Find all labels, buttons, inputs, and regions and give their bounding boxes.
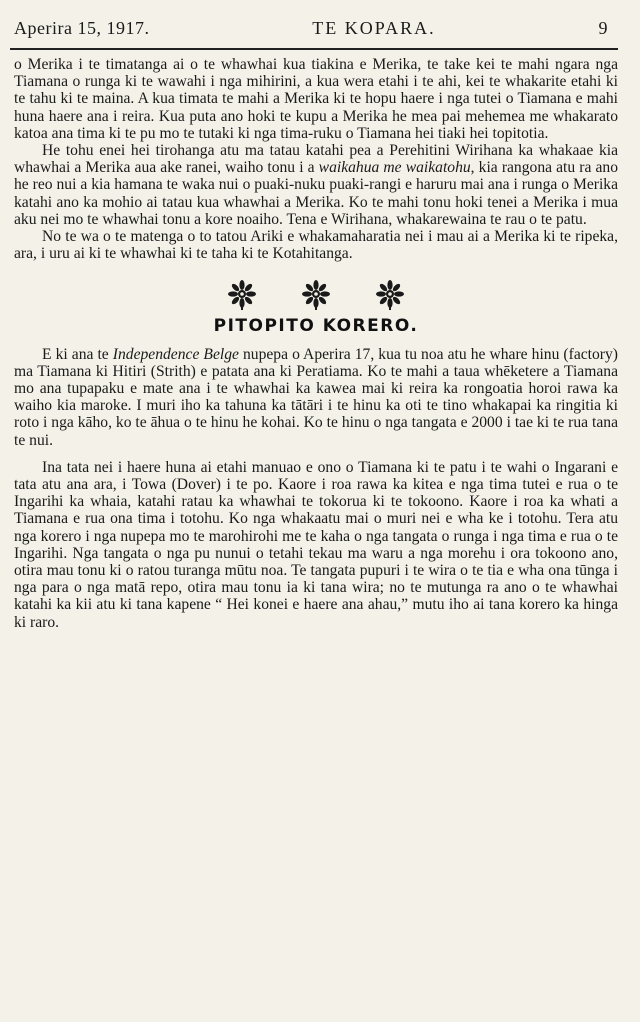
newspaper-title: TE KOPARA. — [312, 18, 436, 38]
article-p2-after: , kia rangona atu ra ano he reo nui a kia hamana te waka nui o puaki-nuku puaki-rangi e haruru mai ana i runga o Merika katahi ano ka mohio ai tatau kua whawhai a Merika. Ko te mahi tonu hoki tenei a Merika i mua aku nei mo te whawhai tonu a kore noaiho. Tena e Wirihana, whakarewaina te rau o te patu. — [14, 159, 619, 228]
running-header — [14, 18, 608, 44]
flower-ornament-icon — [301, 280, 331, 310]
article-p2-italic: waikahua me waikatohu — [318, 159, 471, 177]
flower-ornament-icon — [375, 280, 405, 310]
header-rule — [10, 48, 618, 50]
section-p1-before: E ki ana te — [42, 345, 113, 363]
section-p1-italic: Independence Belge — [112, 345, 239, 363]
article-p2-before: He tohu enei hei tirohanga atu ma tatau katahi pea a Perehitini Wirihana ka whakaae kia whawhai a Merika aua ake ranei, waiho tonu i a — [14, 142, 618, 177]
ornament-row — [14, 280, 618, 310]
section-title: PITOPITO KORERO. — [213, 316, 419, 337]
article-paragraph-2 — [14, 142, 618, 228]
article-paragraph-3: No te wa o te matenga o to tatou Ariki e whakamaharatia nei i mau ai a Merika ki te ripeka, ara, i uru ai ki te whawhai ki te taha ki te Kotahitanga. — [14, 228, 618, 263]
page-number: 9 — [598, 18, 608, 38]
flower-ornament-icon — [227, 280, 257, 310]
article-paragraph-1: o Merika i te timatanga ai o te whawhai kua tiakina e Merika, te take kei te mahi ngara nga Tiamana o runga ki te wawahi i nga mihirini, a kua wera etahi i te ahi, kei te whakarite etahi ki te tahu ki te maina. A kua timata te mahi a Merika ki te hopu haere i nga tutei o Tiamana e mahi huna haere ana i reira. Kua puta ano hoki te kupu a Merika he mea pai mehemea me whakarato katoa ana tima ki te pu mo te tutaki ki nga tima-ruku o Tiamana hei tiaki hei topitotia. — [14, 56, 618, 142]
section-paragraph-1 — [14, 346, 618, 449]
section-paragraph-2: Ina tata nei i haere huna ai etahi manuao e ono o Tiamana ki te patu i te wahi o Ingarani e tata atu ana ara, i Towa (Dover) i te po. Kaore i roa rawa ka kitea e nga tima tutei e rua o te Ingarihi ka whaia, katahi ratau ka whawhai te tokorua ki te tokoono. Kaore i roa ka whati a Tiamana e rua ona tima i totohu. Ko nga whakaatu mai o muri nei e wha ke i totohu. Tera atu nga korero i nga nupepa mo te marohirohi me te kaha o nga tangata o runga i nga tima e rua o te Ingarihi. Nga tangata o nga pu nunui o tetahi tekau ma waru a nga morehu i ora tokoono ano, otira mau tonu ki o ratou turanga mūtu noa. Te tangata pupuri i te wira o te tia e wha ona tūnga i nga para o nga matā repo, otira mau tonu ia ki tana wira; no te mutunga ra ano o te whawhai katahi ka kii atu ki tana kapene “ Hei konei e haere ana ahau,” mutu iho ai tana korero ka hinga ki raro. — [14, 458, 618, 631]
page-body — [14, 56, 618, 631]
header-date: Aperira 15, 1917. — [14, 18, 150, 38]
section-p1-after: nupepa o Aperira 17, kua tu noa atu he whare hinu (factory) ma Tiamana ki Hitiri (Strith) e patata ana ki Peratiama. Ko te mahi a taua whēketere a Tiamana mo ana tupapaku e mate ana i te whawhai ka kawea mai ki reira ka rongoatia horoi rawa ka waiho kia maroke. I muri iho ka tahuna ka tātāri i te hinu ka oti te tino whakapai ka ringitia ki roto i nga kāho, ko te āhua o te hinu he kohai. Ko te hinu o nga tangata e 2000 i tae ki te rua tana te nui. — [14, 345, 618, 449]
paragraph-gap — [14, 449, 618, 459]
